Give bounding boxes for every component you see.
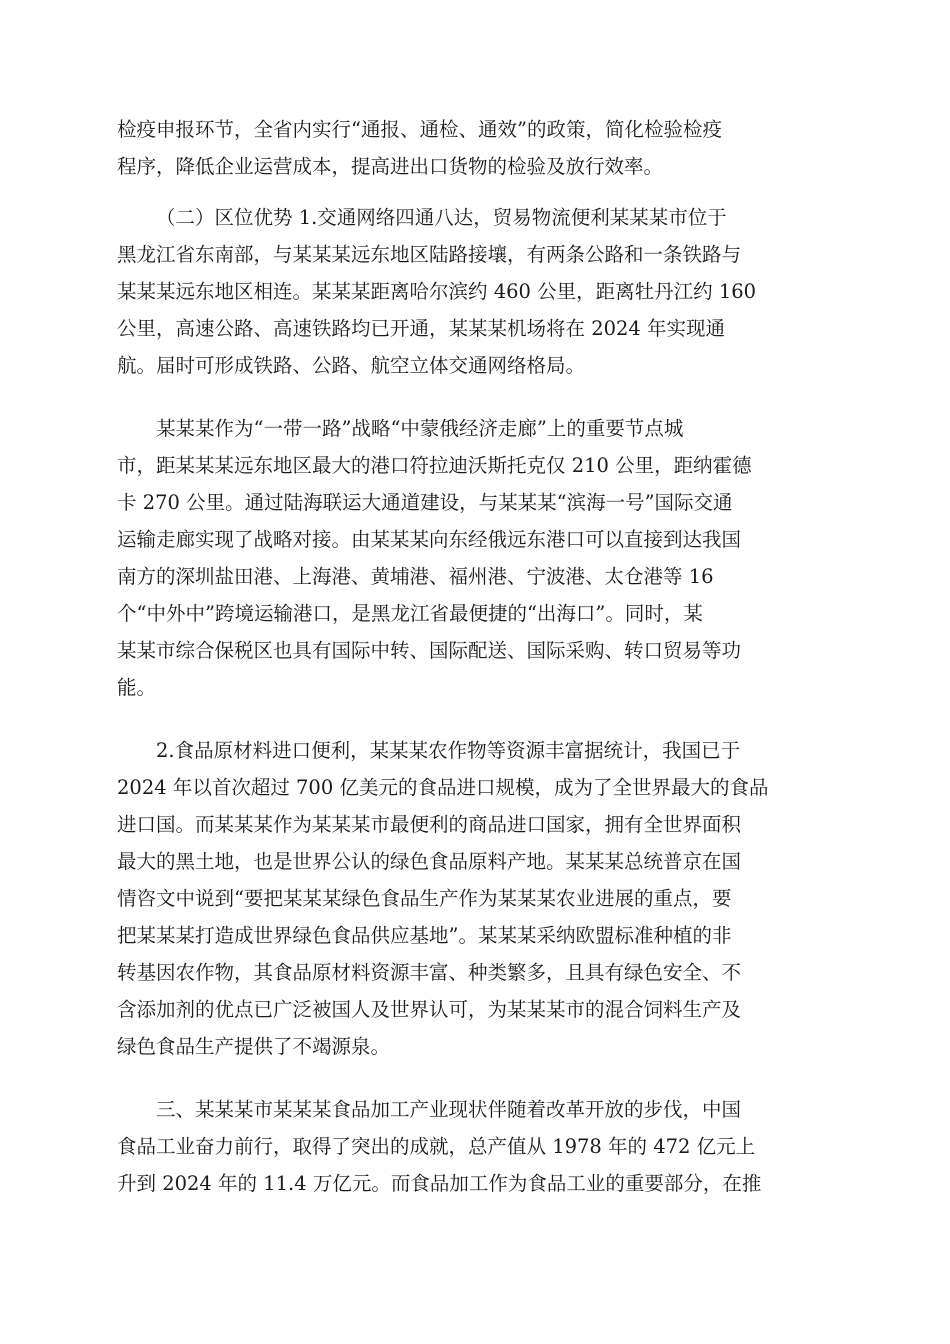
text-line: 最大的黑土地，也是世界公认的绿色食品原料产地。某某某总统普京在国 xyxy=(117,850,742,873)
text-line: 黑龙江省东南部，与某某某远东地区陆路接壤，有两条公路和一条铁路与 xyxy=(117,243,742,266)
text-line: 检疫申报环节，全省内实行“通报、通检、通效”的政策，简化检验检疫 xyxy=(117,118,722,141)
text-line: 把某某某打造成世界绿色食品供应基地”。某某某采纳欧盟标准种植的非 xyxy=(117,924,732,947)
text-line: 食品工业奋力前行，取得了突出的成就，总产值从 1978 年的 472 亿元上 xyxy=(117,1135,756,1158)
text-line: 情咨文中说到“要把某某某绿色食品生产作为某某某农业进展的重点，要 xyxy=(117,887,732,910)
text-line: 绿色食品生产提供了不竭源泉。 xyxy=(117,1035,391,1058)
text-line: 2024 年以首次超过 700 亿美元的食品进口规模，成为了全世界最大的食品 xyxy=(117,776,769,799)
text-line: 南方的深圳盐田港、上海港、黄埔港、福州港、宁波港、太仓港等 16 xyxy=(117,565,714,588)
text-line: 公里，高速公路、高速铁路均已开通，某某某机场将在 2024 年实现通 xyxy=(117,317,726,340)
text-line: 某某某作为“一带一路”战略“中蒙俄经济走廊”上的重要节点城 xyxy=(156,417,684,440)
text-line: 升到 2024 年的 11.4 万亿元。而食品加工作为食品工业的重要部分，在推 xyxy=(117,1172,762,1195)
text-line: 含添加剂的优点已广泛被国人及世界认可，为某某某市的混合饲料生产及 xyxy=(117,998,742,1021)
text-line: （二）区位优势 1.交通网络四通八达，贸易物流便利某某某市位于 xyxy=(156,206,727,229)
text-line: 运输走廊实现了战略对接。由某某某向东经俄远东港口可以直接到达我国 xyxy=(117,528,742,551)
text-line: 航。届时可形成铁路、公路、航空立体交通网络格局。 xyxy=(117,354,586,377)
text-line: 卡 270 公里。通过陆海联运大通道建设，与某某某“滨海一号”国际交通 xyxy=(117,491,733,514)
text-line: 能。 xyxy=(117,676,157,699)
text-line: 转基因农作物，其食品原材料资源丰富、种类繁多，且具有绿色安全、不 xyxy=(117,961,742,984)
text-line: 程序，降低企业运营成本，提高进出口货物的检验及放行效率。 xyxy=(117,155,664,178)
text-line: 三、某某某市某某某食品加工产业现状伴随着改革开放的步伐，中国 xyxy=(156,1098,742,1121)
text-line: 某某市综合保税区也具有国际中转、国际配送、国际采购、转口贸易等功 xyxy=(117,639,742,662)
text-line: 进口国。而某某某作为某某某市最便利的商品进口国家，拥有全世界面积 xyxy=(117,813,742,836)
text-line: 市，距某某某远东地区最大的港口符拉迪沃斯托克仅 210 公里，距纳霍德 xyxy=(117,454,752,477)
text-line: 个“中外中”跨境运输港口，是黑龙江省最便捷的“出海口”。同时，某 xyxy=(117,602,703,625)
text-line: 2.食品原材料进口便利，某某某农作物等资源丰富据统计，我国已于 xyxy=(156,739,741,762)
text-line: 某某某远东地区相连。某某某距离哈尔滨约 460 公里，距离牡丹江约 160 xyxy=(117,280,757,303)
